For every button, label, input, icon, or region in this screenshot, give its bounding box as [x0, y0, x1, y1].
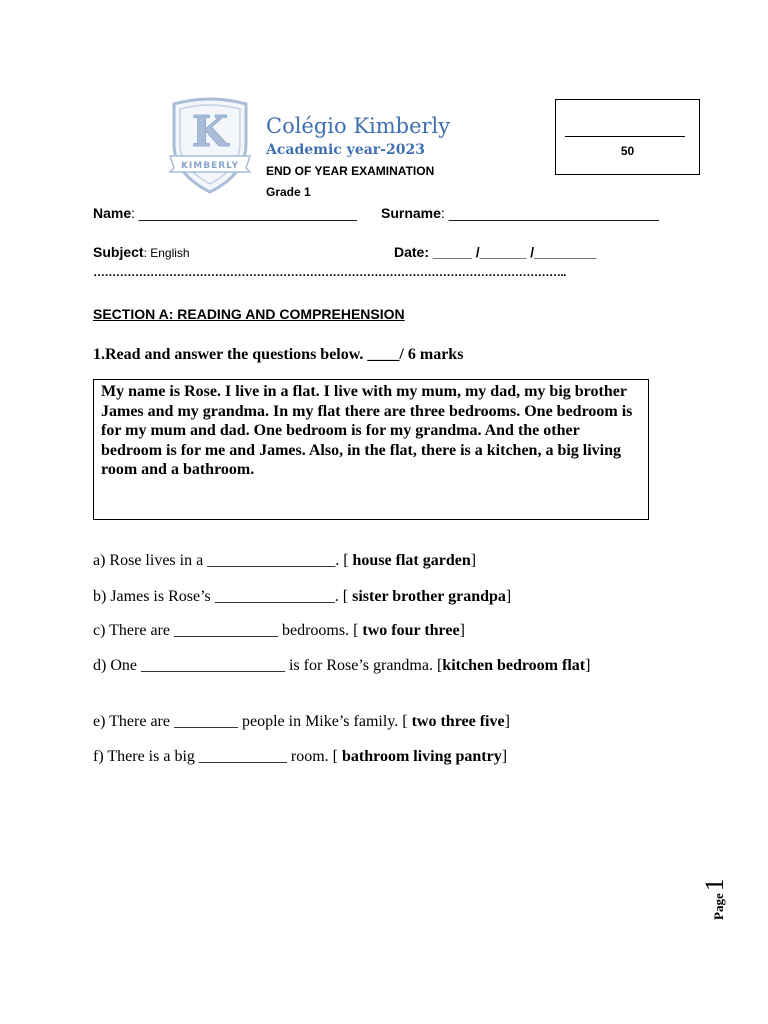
surname-label: Surname	[381, 205, 441, 221]
date-label: Date	[394, 244, 425, 260]
question-prompt: e) There are ________ people in Mike’s family. [	[93, 713, 412, 730]
separator-dots: ……………………………………………………………………………………………………………..	[93, 265, 566, 279]
question-prompt: a) Rose lives in a ________________. [	[93, 552, 353, 569]
logo-banner: KIMBERLY	[180, 161, 240, 171]
surname-blank: : ___________________________	[440, 205, 659, 221]
page-number	[700, 876, 740, 920]
score-total: 50	[620, 144, 635, 158]
question-close: ]	[585, 657, 591, 674]
question-options: kitchen bedroom flat	[442, 657, 586, 674]
question-title: 1.Read and answer the questions below. ____/ 6 marks	[93, 346, 464, 363]
question-close: ]	[501, 748, 508, 765]
question-options: two four three	[362, 622, 460, 639]
school-logo	[166, 96, 254, 196]
question-close: ]	[505, 588, 512, 605]
score-line	[565, 136, 685, 137]
surname-field	[381, 205, 659, 221]
page-number-value: 1	[700, 878, 729, 892]
question-options: two three five	[411, 713, 505, 730]
subject-field	[93, 244, 190, 260]
academic-year: Academic year-2023	[266, 142, 425, 158]
question-e	[93, 713, 510, 731]
question-prompt: b) James is Rose’s _______________. [	[93, 588, 353, 605]
logo-letter: K	[191, 107, 229, 156]
date-blank: : _____ /______ /________	[424, 244, 597, 260]
question-d	[93, 655, 653, 677]
question-prompt: f) There is a big ___________ room. [	[93, 748, 342, 765]
name-label: Name	[93, 205, 132, 221]
score-box	[555, 99, 700, 175]
question-close: ]	[504, 713, 510, 730]
question-b	[93, 588, 511, 606]
question-options: sister brother grandpa	[352, 588, 506, 605]
date-field	[394, 244, 596, 260]
question-a	[93, 552, 476, 570]
grade-label: Grade 1	[266, 185, 311, 199]
question-options: bathroom living pantry	[342, 748, 502, 765]
exam-title: END OF YEAR EXAMINATION	[266, 164, 435, 178]
subject-label: Subject	[93, 244, 144, 260]
question-prompt: d) One __________________ is for Rose’s grandma. [	[93, 657, 443, 674]
question-c	[93, 622, 465, 640]
question-prompt: c) There are _____________ bedrooms. [	[93, 622, 363, 639]
school-name: Colégio Kimberly	[266, 114, 451, 138]
question-close: ]	[470, 552, 477, 569]
subject-value: : English	[143, 246, 190, 260]
question-options: house flat garden	[352, 552, 471, 569]
section-title: SECTION A: READING AND COMPREHENSION	[93, 306, 405, 322]
page-label: Page	[711, 893, 726, 920]
question-f	[93, 748, 507, 766]
shield-icon	[166, 96, 254, 196]
question-close: ]	[459, 622, 465, 639]
reading-passage: My name is Rose. I live in a flat. I live with my mum, my dad, my big brother James and my grandma. In my flat there are three bedrooms. One bedroom is for my mum and dad. One bedroom is for my grandma. And the other bedroom is for me and James. Also, in the flat, there is a kitchen, a big living room and a bathroom.	[93, 379, 649, 520]
name-field	[93, 205, 357, 221]
name-blank: : ____________________________	[131, 205, 357, 221]
